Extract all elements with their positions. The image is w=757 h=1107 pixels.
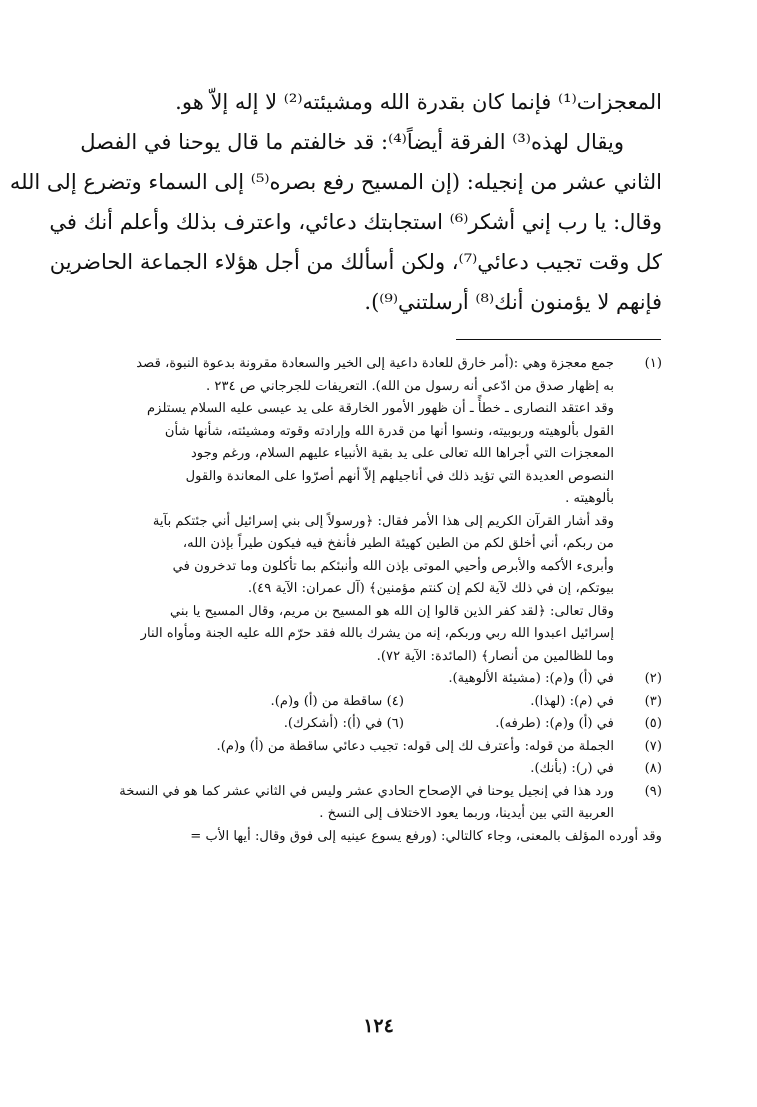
footnote-line: في (ر): (بأنك).: [530, 761, 614, 776]
footnote-line: وقد أورده المؤلف بالمعنى، وجاء كالتالي: (ورفع يسوع عينيه إلى فوق وقال: أيها الأب =: [190, 828, 662, 844]
footnote-line: في (أ) و(م): (مشيئة الألوهية).: [448, 671, 614, 686]
footnote-line: وقد اعتقد النصارى ـ خطأً ـ أن ظهور الأمور الخارقة على يد عيسى عليه السلام يستلزم: [147, 401, 614, 416]
footnote-2: [95, 668, 662, 691]
footnote-line: العربية التي بين أيدينا، وربما يعود الاختلاف إلى النسخ .: [319, 806, 614, 821]
footnote-line: ورد هذا في إنجيل يوحنا في الإصحاح الحادي عشر وليس في الثاني عشر كما هو في النسخة: [119, 783, 614, 799]
footnote-number: (٢): [644, 671, 662, 686]
footnote-line: من ربكم، أني أخلق لكم من الطين كهيئة الطير فأنفخ فيه فيكون طيراً بإذن الله،: [182, 536, 614, 551]
main-line: المعجزات⁽¹⁾ فإنما كان بقدرة الله ومشيئته⁽²⁾ لا إله إلاّ هو.: [175, 90, 662, 114]
footnote-line: جمع معجزة وهي :(أمر خارق للعادة داعية إلى الخير والسعادة مقرونة بدعوة النبوة، قصد: [136, 356, 614, 371]
main-text: [9, 82, 662, 322]
footnotes: [95, 353, 662, 848]
footnote-number: (٥): [644, 716, 662, 731]
footnote-3-text: في (م): (لهذا).: [530, 693, 614, 709]
footnote-4-text: (٤) ساقطة من (أ) و(م).: [270, 693, 404, 709]
footnote-3-4: [95, 691, 662, 714]
main-line: ويقال لهذه⁽³⁾ الفرقة أيضاً⁽⁴⁾: قد خالفتم ما قال يوحنا في الفصل: [80, 130, 624, 154]
footnote-line: إسرائيل اعبدوا الله ربي وربكم، إنه من يشرك بالله فقد حرّم الله عليه الجنة ومأواه النار: [140, 626, 614, 641]
footnote-line: وقد أشار القرآن الكريم إلى هذا الأمر فقال: ﴿ورسولاً إلى بني إسرائيل أني جئتكم بآية: [152, 513, 614, 529]
footnote-line: به إظهار صدق من ادّعى أنه رسول من الله). التعريفات للجرجاني ص ٢٣٤ .: [206, 378, 614, 394]
footnote-line: وما للظالمين من أنصار﴾ (المائدة: الآية ٧٢).: [376, 648, 614, 664]
footnote-line: بيوتكم، إن في ذلك لآية لكم إن كنتم مؤمنين﴾ (آل عمران: الآية ٤٩).: [247, 581, 614, 596]
footnote-1: [95, 353, 662, 398]
footnote-number: (٧): [644, 738, 662, 754]
footnote-number: (٩): [644, 783, 662, 799]
main-line: فإنهم لا يؤمنون أنك⁽⁸⁾ أرسلتني⁽⁹⁾).: [364, 290, 662, 314]
footnote-line: المعجزات التي أجراها الله تعالى على يد بقية الأنبياء عليهم السلام، ورغم وجود: [190, 446, 614, 461]
footnote-8: [95, 758, 662, 781]
page-number: ١٢٤: [363, 1015, 394, 1037]
footnote-9-continuation: [95, 826, 662, 849]
footnote-7: [95, 736, 662, 759]
footnote-number: (٨): [644, 761, 662, 776]
footnote-6-text: (٦) في (أ): (أشكرك).: [283, 716, 404, 731]
footnote-1-continuation: [95, 398, 662, 668]
footnote-line: وقال تعالى: ﴿لقد كفر الذين قالوا إن الله هو المسيح بن مريم، وقال المسيح يا بني: [169, 603, 614, 619]
footnote-number: (٣): [644, 693, 662, 709]
footnote-number: (١): [644, 356, 662, 371]
footnote-line: القول بألوهيته وربوبيته، ونسوا أنها من قدرة الله وإرادته وقوته ومشيئته، شأنها شأن: [164, 423, 614, 439]
main-line: الثاني عشر من إنجيله: (إن المسيح رفع بصره⁽⁵⁾ إلى السماء وتضرع إلى الله: [9, 170, 662, 194]
footnote-5-6: [95, 713, 662, 736]
footnote-9: [95, 781, 662, 826]
footnote-5-text: في (أ) و(م): (طرفه).: [495, 716, 614, 731]
footnote-line: بألوهيته .: [565, 491, 614, 506]
footnote-line: الجملة من قوله: وأعترف لك إلى قوله: تجيب دعائي ساقطة من (أ) و(م).: [216, 738, 614, 754]
footnote-line: وأبرىء الأكمه والأبرص وأحيي الموتى بإذن الله وأنبئكم بما تأكلون وما تدخرون في: [172, 558, 614, 574]
footnote-separator: [456, 339, 661, 340]
footnote-line: النصوص العديدة التي تؤيد ذلك في أناجيلهم إلاّ أنهم أصرّوا على المعاندة والقول: [185, 468, 614, 484]
main-line: كل وقت تجيب دعائي⁽⁷⁾، ولكن أسألك من أجل هؤلاء الجماعة الحاضرين: [49, 250, 662, 274]
main-line: وقال: يا رب إني أشكر⁽⁶⁾ استجابتك دعائي، واعترف بذلك وأعلم أنك في: [49, 210, 662, 234]
